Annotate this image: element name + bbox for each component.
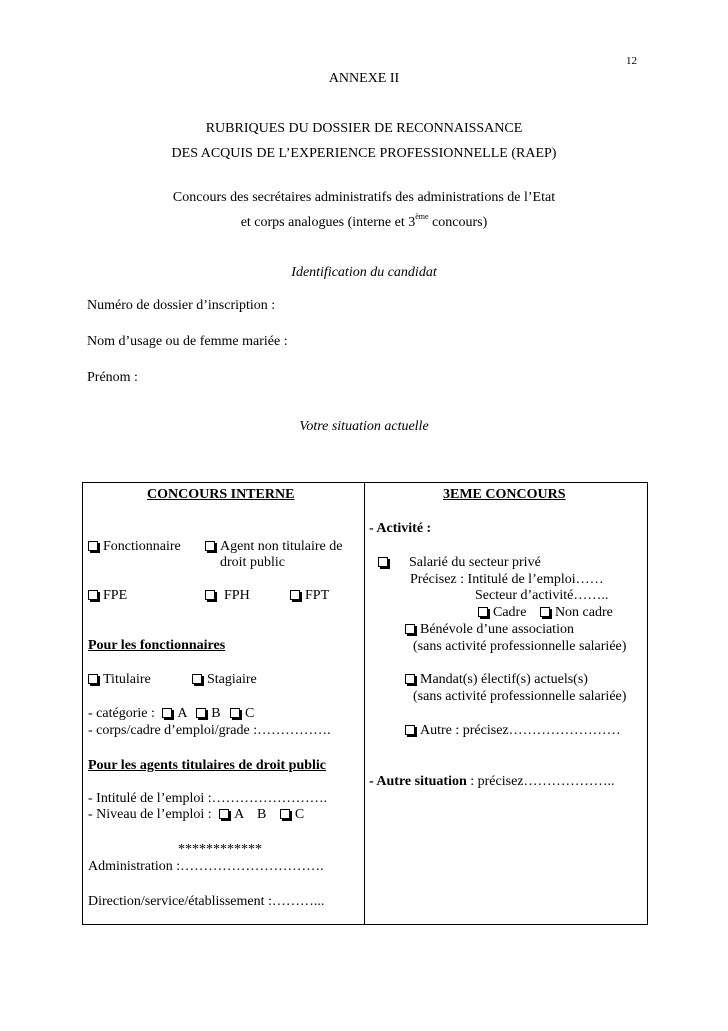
direction-label: Direction/service/établissement :………... bbox=[88, 894, 325, 909]
pour-fonctionnaires-heading: Pour les fonctionnaires bbox=[88, 638, 226, 653]
dossier-number-label: Numéro de dossier d’inscription : bbox=[87, 298, 276, 313]
autre-situation-row: - Autre situation : précisez……………….. bbox=[369, 774, 615, 789]
annex-title: ANNEXE II bbox=[328, 71, 400, 86]
sans-activite-note-2: (sans activité professionnelle salariée) bbox=[413, 689, 627, 704]
stagiaire-option[interactable]: Stagiaire bbox=[192, 671, 257, 689]
niveau-row: - Niveau de l’emploi : A B C bbox=[88, 807, 305, 822]
document-subtitle-line2: et corps analogues (interne et 3ème concours) bbox=[240, 212, 488, 230]
identification-heading: Identification du candidat bbox=[291, 265, 437, 280]
page-number: 12 bbox=[626, 55, 637, 67]
checkbox-icon[interactable] bbox=[405, 624, 415, 634]
checkbox-icon[interactable] bbox=[280, 809, 290, 819]
checkbox-icon[interactable] bbox=[88, 674, 98, 684]
checkbox-icon[interactable] bbox=[88, 590, 98, 600]
checkbox-icon[interactable] bbox=[219, 809, 229, 819]
sans-activite-note-1: (sans activité professionnelle salariée) bbox=[413, 639, 627, 654]
salarie-option[interactable]: Salarié du secteur privé bbox=[378, 554, 541, 572]
categorie-row: - catégorie : A B C bbox=[88, 706, 255, 721]
fonctionnaire-option[interactable]: Fonctionnaire bbox=[88, 538, 181, 556]
checkbox-icon[interactable] bbox=[230, 708, 240, 718]
checkbox-icon[interactable] bbox=[162, 708, 172, 718]
intitule-emploi-label: - Intitulé de l’emploi :……………………. bbox=[88, 791, 328, 806]
checkbox-icon[interactable] bbox=[478, 607, 488, 617]
situation-heading: Votre situation actuelle bbox=[299, 419, 429, 434]
checkbox-icon[interactable] bbox=[405, 674, 415, 684]
benevole-option[interactable]: Bénévole d’une association bbox=[405, 621, 574, 639]
checkbox-icon[interactable] bbox=[88, 541, 98, 551]
pour-agents-heading: Pour les agents titulaires de droit public bbox=[88, 758, 327, 773]
checkbox-icon[interactable] bbox=[405, 725, 415, 735]
checkbox-icon[interactable] bbox=[196, 708, 206, 718]
secteur-activite-label: Secteur d’activité…….. bbox=[475, 588, 609, 603]
checkbox-icon[interactable] bbox=[192, 674, 202, 684]
checkbox-icon[interactable] bbox=[205, 590, 215, 600]
activite-label: - Activité : bbox=[369, 521, 432, 536]
corps-label: - corps/cadre d’emploi/grade :……………. bbox=[88, 723, 331, 738]
document-title-line2: DES ACQUIS DE L’EXPERIENCE PROFESSIONNELLE (RAEP) bbox=[171, 146, 557, 161]
mandat-option[interactable]: Mandat(s) électif(s) actuels(s) bbox=[405, 671, 588, 689]
troisieme-concours-heading: 3EME CONCOURS bbox=[443, 487, 566, 502]
table-divider bbox=[364, 482, 365, 925]
document-subtitle-line1: Concours des secrétaires administratifs des administrations de l’Etat bbox=[172, 190, 556, 205]
agent-non-titulaire-option[interactable]: Agent non titulaire de bbox=[205, 538, 342, 556]
precisez-intitule-label: Précisez : Intitulé de l’emploi…… bbox=[410, 572, 604, 587]
document-title-line1: RUBRIQUES DU DOSSIER DE RECONNAISSANCE bbox=[205, 121, 523, 136]
autre-option[interactable]: Autre : précisez…………………… bbox=[405, 722, 621, 740]
cadre-options: Cadre Non cadre bbox=[478, 604, 613, 622]
administration-label: Administration :…………………………. bbox=[88, 859, 324, 874]
checkbox-icon[interactable] bbox=[540, 607, 550, 617]
fpe-option[interactable]: FPE bbox=[88, 587, 127, 605]
titulaire-option[interactable]: Titulaire bbox=[88, 671, 151, 689]
prenom-label: Prénom : bbox=[87, 370, 138, 385]
fpt-option[interactable]: FPT bbox=[290, 587, 329, 605]
concours-interne-heading: CONCOURS INTERNE bbox=[147, 487, 295, 502]
fph-option[interactable]: FPH bbox=[205, 587, 250, 605]
checkbox-icon[interactable] bbox=[378, 557, 388, 567]
checkbox-icon[interactable] bbox=[290, 590, 300, 600]
separator-stars: ************ bbox=[178, 842, 262, 857]
checkbox-icon[interactable] bbox=[205, 541, 215, 551]
agent-non-titulaire-label-cont: droit public bbox=[220, 555, 285, 570]
nom-label: Nom d’usage ou de femme mariée : bbox=[87, 334, 288, 349]
